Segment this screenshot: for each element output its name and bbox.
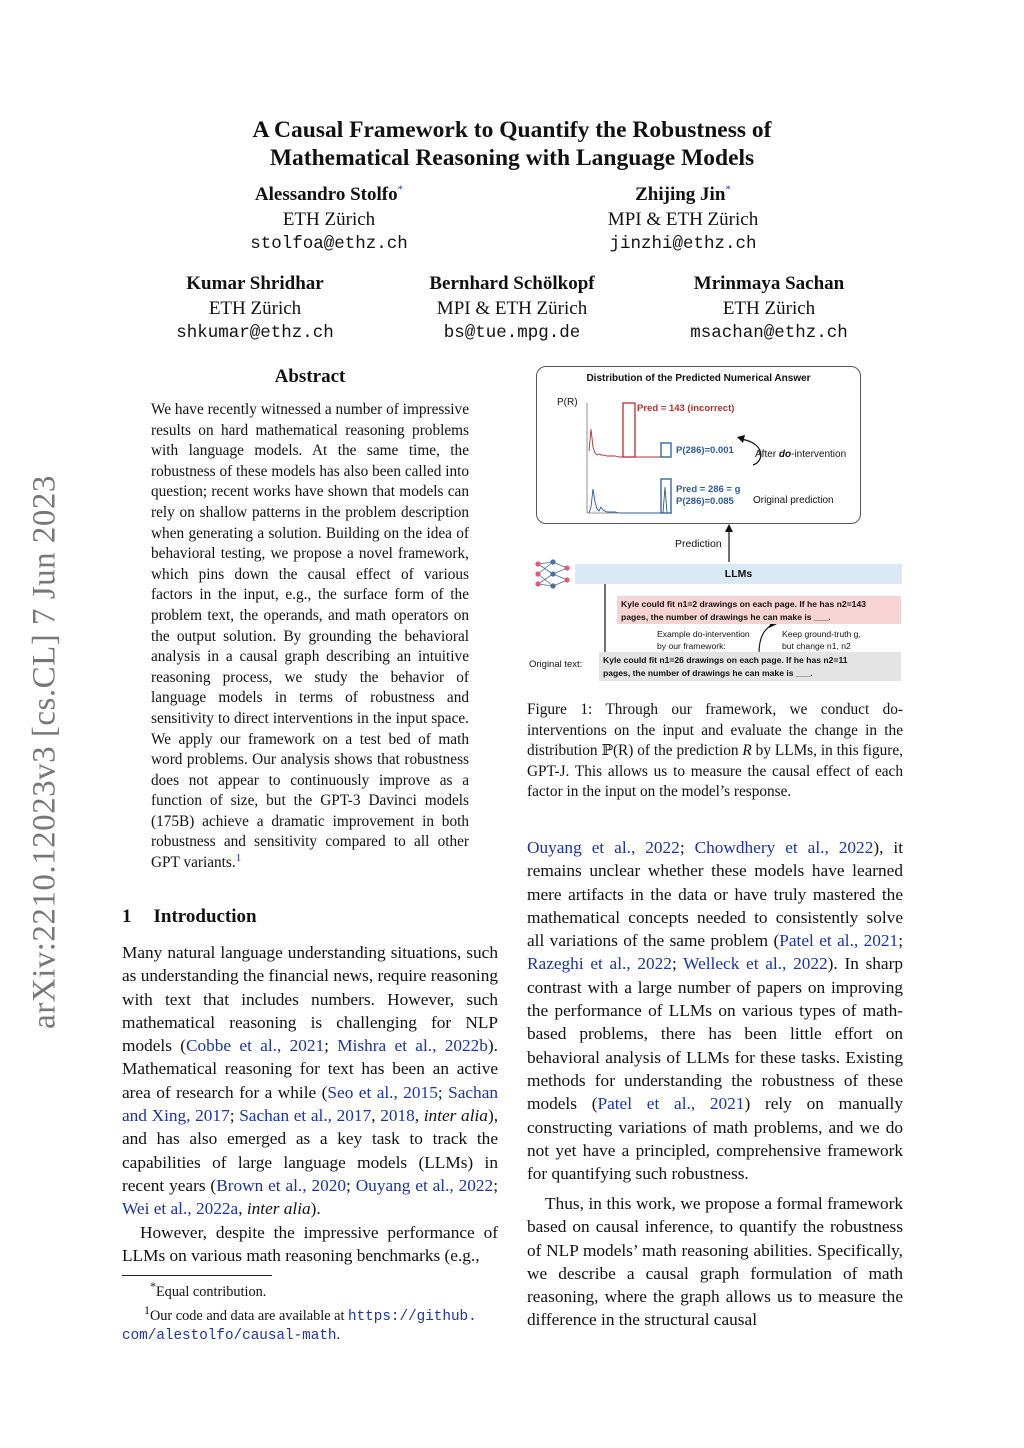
- citation-link[interactable]: Chowdhery et al., 2022: [694, 838, 874, 857]
- citation-link[interactable]: Cobbe et al., 2021: [185, 1036, 325, 1056]
- pred-correct-label: Pred = 286 = g P(286)=0.085: [676, 484, 741, 507]
- author-block: [214, 182, 444, 257]
- example-intervention-label: Example do-intervention by our framework:: [657, 629, 750, 651]
- col2-paragraph-2: Thus, in this work, we propose a formal framework based on causal inference, to quantify the robustness of NLP models’ math reasoning abilities. Specifically, we describe a causal graph formulation of math reasoning, where the graph allows us to measure the difference in the structural causal: [527, 1194, 903, 1330]
- intro-paragraph-1: Many natural language understanding situations, such as understanding the financial news, require reasoning with text that includes numbers. However, such mathematical reasoning is challenging for NLP models (Cobbe et al., 2021; Mishra et al., 2022b). Mathematical reasoning for text has been an active area of research for a while (Seo et al., 2015; Sachan and Xing, 2017; Sachan et al., 2017, 2018, inter alia), and has also emerged as a key task to track the capabilities of large language models (LLMs) in recent years (Brown et al., 2020; Ouyang et al., 2022; Wei et al., 2022a, inter alia).: [122, 943, 499, 1219]
- author-name: Bernhard Schölkopf: [429, 273, 595, 294]
- code-url-link[interactable]: https://github.: [348, 1308, 477, 1325]
- llms-bar: LLMs: [575, 564, 902, 584]
- plot-title: Distribution of the Predicted Numerical Answer: [586, 373, 811, 384]
- author-affiliation: ETH Zürich: [208, 298, 302, 319]
- author-name: Mrinmaya Sachan: [693, 273, 845, 294]
- paper-title: A Causal Framework to Quantify the Robustness of Mathematical Reasoning with Language Models: [252, 117, 772, 171]
- footnotes: *Equal contribution. $^1$Our code and data are available at https://github. com/alestolfo/causal-math.: [122, 1279, 477, 1344]
- author-block: [568, 182, 798, 257]
- neural-network-icon: [533, 558, 573, 590]
- p286-after-label: P(286)=0.001: [676, 445, 734, 456]
- author-block: [654, 271, 884, 346]
- author-block: [140, 271, 370, 346]
- intro-paragraph-2: However, despite the impressive performance of LLMs on various math reasoning benchmarks (e.g.,: [122, 1223, 498, 1266]
- prediction-label: Prediction: [675, 538, 722, 550]
- author-affiliation: MPI & ETH Zürich: [607, 209, 759, 230]
- citation-link[interactable]: Wei et al., 2022a: [122, 1199, 239, 1219]
- abstract-heading: Abstract: [274, 366, 346, 387]
- author-name: Kumar Shridhar: [186, 273, 324, 294]
- citation-link[interactable]: Seo et al., 2015: [327, 1082, 438, 1102]
- original-problem-text: Kyle could fit n1=26 drawings on each page. If he has n2=11 pages, the number of drawings he can make is ___.: [599, 652, 901, 681]
- author-email[interactable]: bs@tue.mpg.de: [443, 323, 581, 343]
- section-heading: 1 Introduction: [122, 906, 257, 927]
- citation-link[interactable]: Ouyang et al., 2022: [527, 838, 680, 857]
- citation-link[interactable]: Welleck et al., 2022: [683, 954, 828, 974]
- original-prediction-label: Original prediction: [753, 495, 834, 506]
- author-mark: *: [725, 183, 731, 196]
- figure-caption: Figure 1: Through our framework, we conduct do-interventions on the input and evaluate the change in the distribution ℙ(R) of the prediction R by LLMs, in this figure, GPT-J. This allows us to measure the causal effect of each factor in the input on the model’s response.: [527, 701, 903, 801]
- author-email[interactable]: shkumar@ethz.ch: [176, 323, 334, 343]
- citation-link[interactable]: Patel et al., 2021: [779, 931, 899, 951]
- author-name: Alessandro Stolfo: [254, 184, 398, 205]
- pred-incorrect-label: Pred = 143 (incorrect): [637, 403, 735, 414]
- after-intervention-label: After do-intervention: [755, 449, 847, 460]
- author-affiliation: ETH Zürich: [722, 298, 816, 319]
- author-affiliation: MPI & ETH Zürich: [436, 298, 588, 319]
- author-block: [397, 271, 627, 346]
- author-email[interactable]: msachan@ethz.ch: [690, 323, 848, 343]
- citation-link[interactable]: Razeghi et al., 2022: [527, 954, 672, 974]
- footnote-ref[interactable]: 1: [235, 851, 242, 864]
- citation-link[interactable]: Mishra et al., 2022b: [337, 1036, 488, 1056]
- code-url-link[interactable]: com/alestolfo/causal-math: [122, 1327, 337, 1344]
- author-email[interactable]: jinzhi@ethz.ch: [609, 234, 757, 254]
- intervened-problem-text: Kyle could fit n1=2 drawings on each page. If he has n2=143 pages, the number of drawings he can make is ___.: [617, 596, 901, 624]
- author-email[interactable]: stolfoa@ethz.ch: [250, 234, 408, 254]
- original-text-label: Original text:: [529, 659, 583, 670]
- citation-link[interactable]: Brown et al., 2020: [216, 1175, 347, 1195]
- keep-ground-truth-label: Keep ground-truth g, but change n1, n2: [782, 629, 861, 651]
- citation-link[interactable]: Sachan et al., 2017: [239, 1106, 372, 1126]
- author-affiliation: ETH Zürich: [282, 209, 376, 230]
- col2-paragraph-1: Ouyang et al., 2022; Chowdhery et al., 2022), it remains unclear whether these models have learned mere artifacts in the data or have truly mastered the mathematical concepts needed to consistently solve all variations of the same problem (Patel et al., 2021; Razeghi et al., 2022; Welleck et al., 2022). In sharp contrast with a large number of papers on improving the performance of LLMs on various types of math-based problems, there has been little effort on behavioral analysis of LLMs for these tasks. Existing methods for understanding the robustness of these models (Patel et al., 2021) rely on manually constructing variations of math problems, and we do not yet have a principled, comprehensive framework for quantifying such robustness.: [527, 838, 904, 1184]
- figure-1: [527, 362, 905, 687]
- author-name: Zhijing Jin: [635, 184, 726, 205]
- citation-link[interactable]: Ouyang et al., 2022: [355, 1175, 494, 1195]
- citation-link[interactable]: 2018: [380, 1106, 415, 1126]
- y-axis-label: P(R): [557, 397, 578, 408]
- footnote-rule: [122, 1275, 272, 1276]
- citation-link[interactable]: Sachan and Xing, 2017: [122, 1082, 499, 1126]
- abstract-text: We have recently witnessed a number of impressive results on hard mathematical reasoning problems with language models. At the same time, the robustness of these models has also been called into question; recent works have shown that models can rely on shallow patterns in the problem description when generating a solution. Building on the idea of behavioral testing, we propose a novel framework, which pins down the causal effect of various factors in the input, e.g., the surface form of the problem text, the operands, and math operators on the output solution. By grounding the behavioral analysis in a causal graph describing an intuitive reasoning process, we study the behavior of language models in terms of robustness and sensitivity to direct interventions in the input space. We apply our framework on a test bed of math word problems. Our analysis shows that robustness does not appear to continuously improve as a function of size, but the GPT-3 Davinci models (175B) achieve a dramatic improvement in both robustness and sensitivity compared to all other GPT variants.$^1$: [151, 401, 469, 872]
- author-mark: *: [397, 183, 404, 196]
- citation-link[interactable]: Patel et al., 2021: [597, 1094, 745, 1114]
